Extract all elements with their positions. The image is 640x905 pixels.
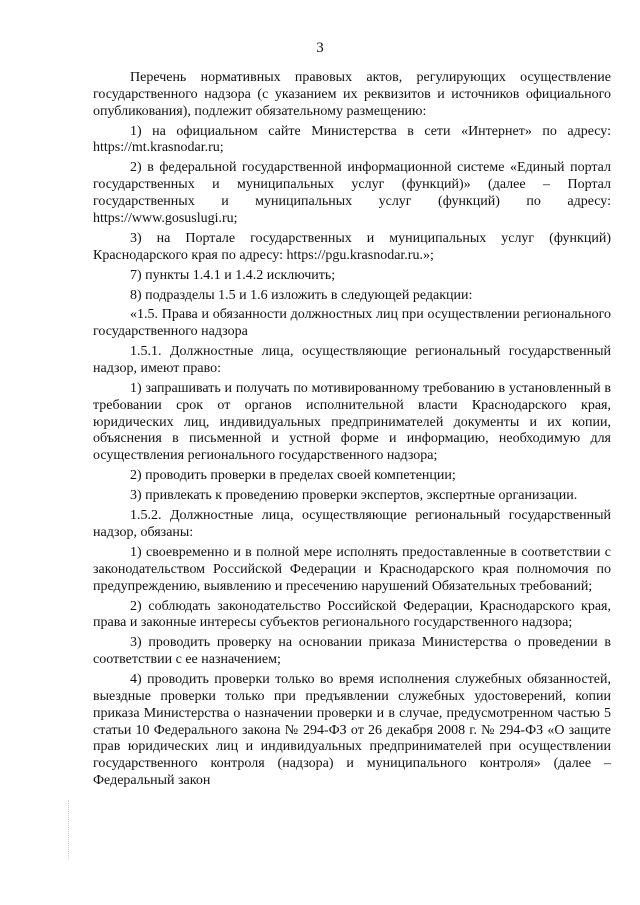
paragraph-1-5-1: 1.5.1. Должностные лица, осуществляющие региональный государственный надзор, имеют право:	[93, 344, 611, 377]
page-number: 3	[316, 40, 324, 56]
paragraph-item-1-ministry-site: 1) на официальном сайте Министерства в сети «Интернет» по адресу: https://mt.krasnodar.ru;	[93, 123, 611, 156]
paragraph-duty-2: 2) соблюдать законодательство Российской Федерации, Краснодарского края, права и законные интересы субъектов регионального государственного надзора;	[93, 598, 611, 631]
paragraph-item-2-gosuslugi: 2) в федеральной государственной информационной системе «Единый портал государственных и муниципальных услуг (функций)» (далее – Портал государственных и муниципальных услуг (функций) по адресу: https://www.gosuslugi.ru;	[93, 160, 611, 226]
paragraph-right-3: 3) привлекать к проведению проверки экспертов, экспертные организации.	[130, 488, 578, 504]
paragraph-duty-1: 1) своевременно и в полной мере исполнять предоставленные в соответствии с законодательством Российской Федерации и Краснодарского края полномочия по предупреждению, выявлению и пресечению нарушений Обязательных требований;	[93, 544, 611, 594]
paragraph-item-3-regional-portal: 3) на Портале государственных и муниципальных услуг (функций) Краснодарского края по адресу: https://pgu.krasnodar.ru.»;	[93, 230, 611, 263]
paragraph-amendment-7: 7) пункты 1.4.1 и 1.4.2 исключить;	[130, 267, 336, 283]
paragraph-regulatory-list: Перечень нормативных правовых актов, регулирующих осуществление государственного надзора (с указанием их реквизитов и источников официального опубликования), подлежит обязательному размещению:	[93, 70, 611, 119]
document-body	[93, 70, 611, 793]
paragraph-duty-4: 4) проводить проверки только во время исполнения служебных обязанностей, выездные проверки только при предъявлении служебных удостоверений, копии приказа Министерства о назначении проверки и в случае, предусмотренном частью 5 статьи 10 Федерального закона № 294-ФЗ от 26 декабря 2008 г. № 294-ФЗ «О защите прав юридических лиц и индивидуальных предпринимателей при осуществлении государственного контроля (надзора) и муниципального контроля» (далее – Федеральный закон	[93, 672, 611, 788]
margin-scan-mark	[68, 800, 70, 860]
paragraph-section-1-5-heading: «1.5. Права и обязанности должностных лиц при осуществлении регионального государственного надзора	[93, 307, 611, 340]
paragraph-duty-3: 3) проводить проверку на основании приказа Министерства о проведении в соответствии с ее назначением;	[93, 635, 611, 668]
paragraph-right-2: 2) проводить проверки в пределах своей компетенции;	[130, 468, 456, 484]
paragraph-1-5-2: 1.5.2. Должностные лица, осуществляющие региональный государственный надзор, обязаны:	[93, 508, 611, 540]
paragraph-amendment-8: 8) подразделы 1.5 и 1.6 изложить в следующей редакции:	[130, 287, 473, 303]
paragraph-right-1: 1) запрашивать и получать по мотивированному требованию в установленный в требовании срок от органов исполнительной власти Краснодарского края, юридических лиц, индивидуальных предпринимателей документы и их копии, объяснения в письменной и устной форме и информацию, необходимую для осуществления регионального государственного надзора;	[93, 381, 611, 464]
